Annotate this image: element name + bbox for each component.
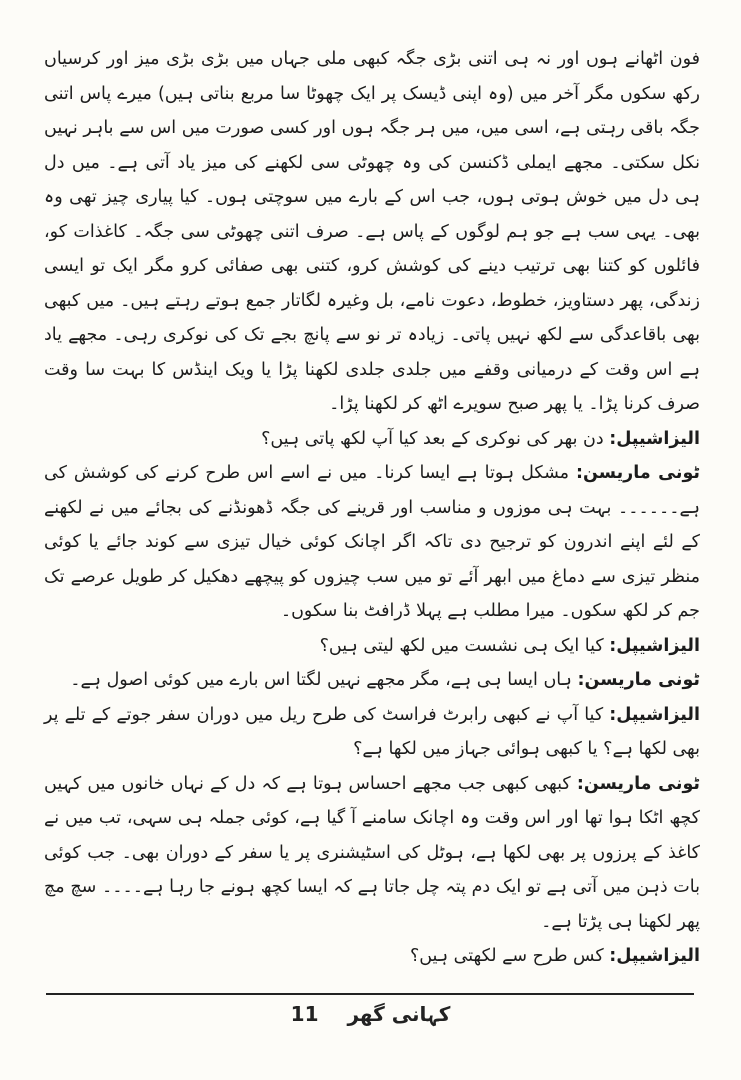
footer-divider xyxy=(46,993,694,995)
speaker-label: الیزاشیپل: xyxy=(609,428,700,449)
paragraph xyxy=(44,456,700,629)
paragraph-text: کبھی کبھی جب مجھے احساس ہوتا ہے کہ دل کے نہاں خانوں میں کہیں کچھ اٹکا ہوا تھا اور اس وقت وہ اچانک سامنے آ گیا ہے، کوئی جملہ ہی سہی، تب میں نے کاغذ کے پرزوں پر بھی لکھا ہے، ہوٹل کی اسٹیشنری پر یا سفر کے دوران بھی۔ جب کوئی بات ذہن میں آتی ہے تو ایک دم پتہ چل جاتا ہے کہ ایسا کچھ ہونے جا رہا ہے۔۔۔۔ سچ مچ پھر لکھنا ہی پڑتا ہے۔ xyxy=(44,773,700,932)
paragraph-text: ہاں ایسا ہی ہے، مگر مجھے نہیں لگتا اس بارے میں کوئی اصول ہے۔ xyxy=(70,670,572,690)
paragraph-text: فون اٹھانے ہوں اور نہ ہی اتنی بڑی جگہ کبھی ملی جہاں میں بڑی بڑی میز اور کرسیاں رکھ سکوں مگر آخر میں (وہ اپنی ڈیسک پر ایک چھوٹا سا مربع بناتی ہیں) میرے پاس اتنی جگہ باقی رہتی ہے، اسی میں، میں ہر جگہ ہوں اور کسی صورت میں اس سے باہر نہیں نکل سکتی۔ مجھے ایملی ڈکنسن کی وہ چھوٹی سی لکھنے کی میز یاد آتی ہے۔ میں دل ہی دل میں خوش ہوتی ہوں، جب اس کے بارے میں سوچتی ہوں۔ کیا پیاری چیز تھی وہ بھی۔ یہی سب ہے جو ہم لوگوں کے پاس ہے۔ صرف اتنی چھوٹی سی جگہ۔ کاغذات کو، فائلوں کو کتنا بھی ترتیب دینے کی کوشش کرو، کتنی بھی صفائی کرو مگر ایک تو ایسی زندگی، پھر دستاویز، خطوط، دعوت نامے، بل وغیرہ لگاتار جمع ہوتے رہتے ہیں۔ میں کبھی بھی باقاعدگی سے لکھ نہیں پاتی۔ زیادہ تر نو سے پانچ بجے تک کی نوکری رہی۔ مجھے یاد ہے اس وقت کے درمیانی وقفے میں جلدی جلدی لکھنا پڑا یا ویک اینڈس کا بہت سا وقت صرف کرنا پڑا۔ یا پھر صبح سویرے اٹھ کر لکھنا پڑا۔ xyxy=(44,49,700,414)
paragraph-text: مشکل ہوتا ہے ایسا کرنا۔ میں نے اسے اس طرح کرنے کی کوشش کی ہے۔۔۔۔۔۔ بہت ہی موزوں و مناسب اور قرینے کی جگہ ڈھونڈنے کی بجائے میں نے لکھنے کے لئے اپنے اندرون کو ترجیح دی تاکہ اگر اچانک کوئی خیال تیزی سے کوند جائے یا کوئی منظر تیزی سے دماغ میں ابھر آئے تو میں سب چیزوں کو پیچھے دھکیل کر طویل عرصے تک جم کر لکھ سکوں۔ میرا مطلب ہے پہلا ڈرافٹ بنا سکوں۔ xyxy=(44,463,700,621)
speaker-label: ٹونی ماریسن: xyxy=(576,463,700,483)
paragraph-text: دن بھر کی نوکری کے بعد کیا آپ لکھ پاتی ہیں؟ xyxy=(261,428,604,449)
speaker-label: الیزاشیپل: xyxy=(609,946,700,966)
paragraph xyxy=(44,663,700,698)
paragraph xyxy=(44,42,700,422)
paragraph-text: کس طرح سے لکھتی ہیں؟ xyxy=(409,946,604,966)
page-number: 11 xyxy=(290,1002,319,1026)
paragraph xyxy=(44,939,700,974)
paragraph-text: کیا ایک ہی نشست میں لکھ لیتی ہیں؟ xyxy=(319,635,604,656)
paragraph xyxy=(44,698,700,767)
paragraph xyxy=(44,767,700,940)
paragraph-text: کیا آپ نے کبھی رابرٹ فراسٹ کی طرح ریل میں دوران سفر جوتے کے تلے پر بھی لکھا ہے؟ یا کبھی ہوائی جہاز میں لکھا ہے؟ xyxy=(44,704,700,759)
paragraph xyxy=(44,629,700,664)
speaker-label: الیزاشیپل: xyxy=(609,704,700,725)
interview-text xyxy=(44,42,700,974)
book-title: کہانی گھر xyxy=(347,1002,451,1026)
paragraph xyxy=(44,422,700,457)
speaker-label: الیزاشیپل: xyxy=(609,635,700,656)
speaker-label: ٹونی ماریسن: xyxy=(576,773,700,794)
speaker-label: ٹونی ماریسن: xyxy=(577,670,700,690)
page-footer xyxy=(0,1002,741,1026)
